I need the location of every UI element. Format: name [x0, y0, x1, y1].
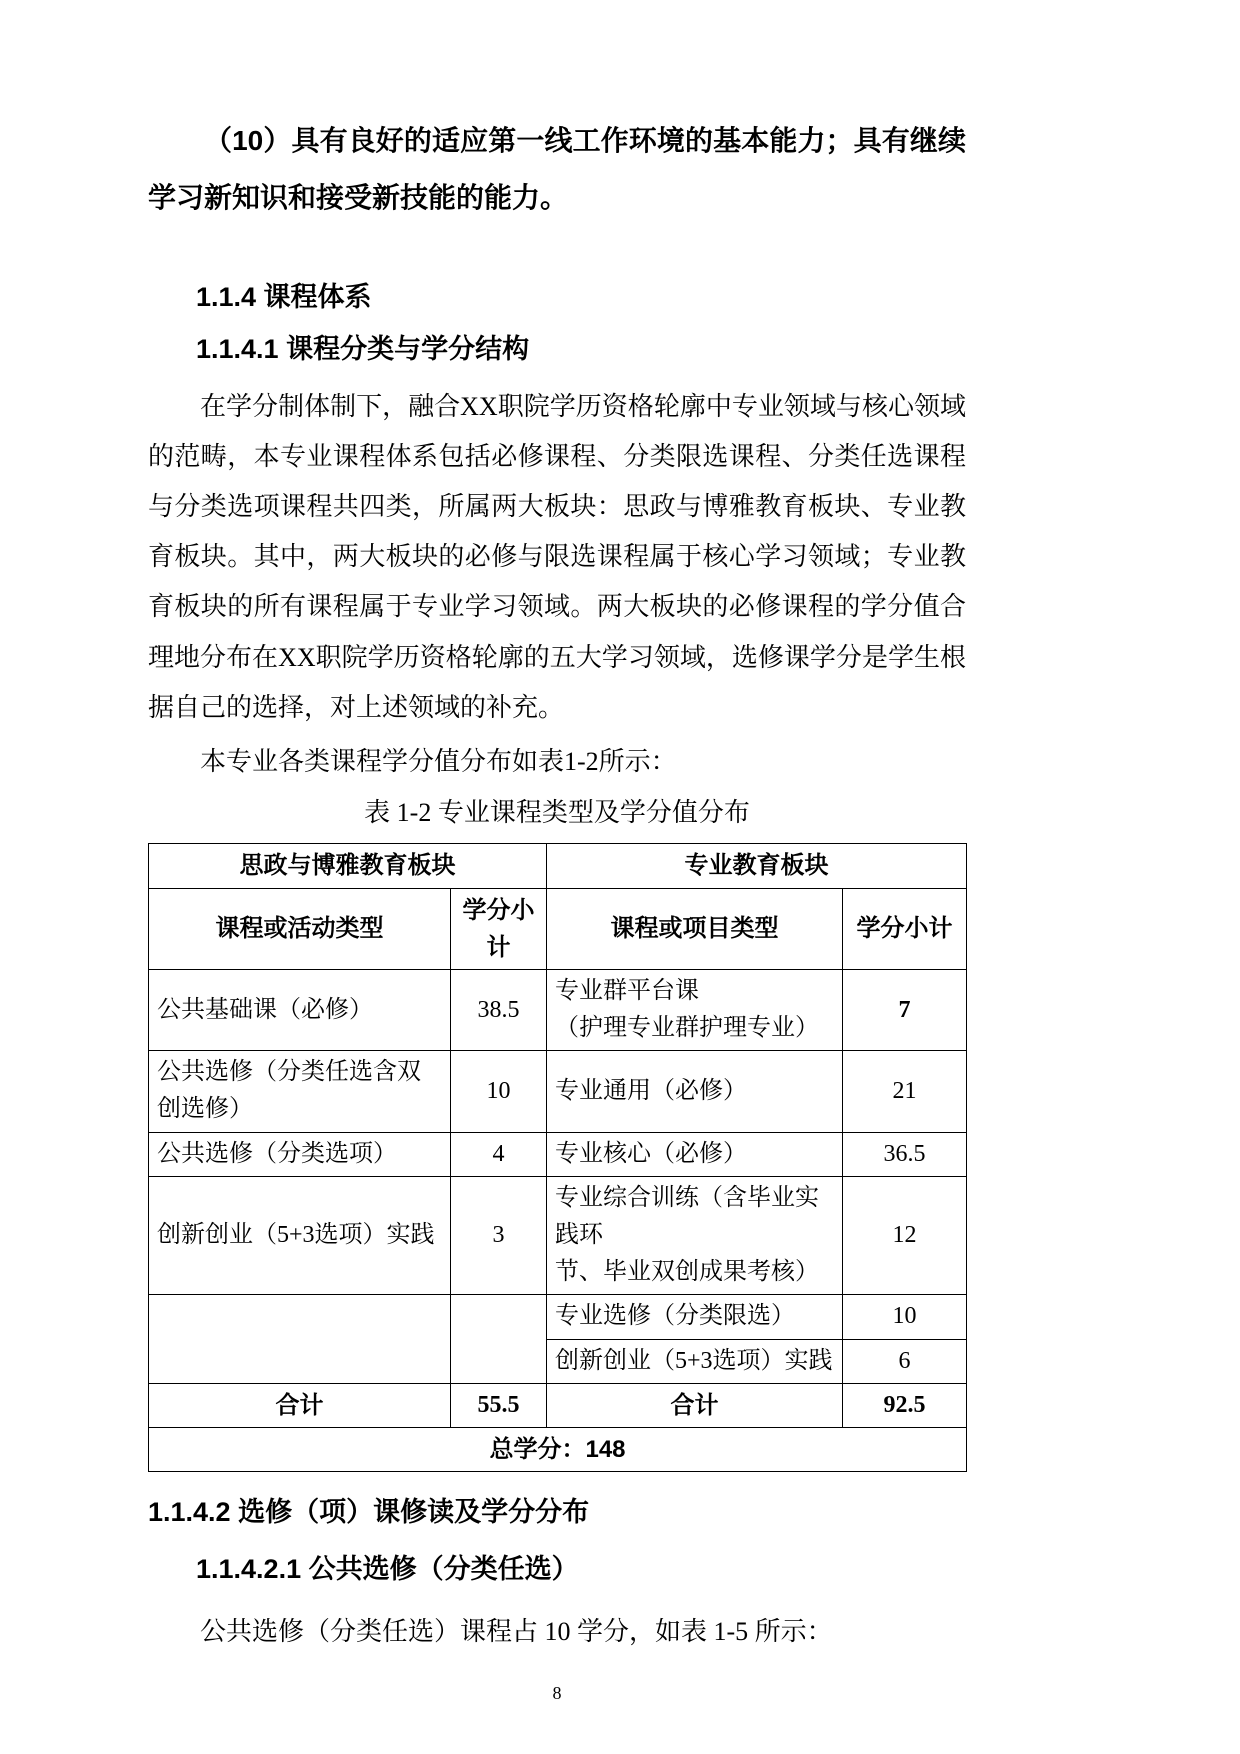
heading-1-1-4: 1.1.4 课程体系 — [196, 281, 372, 312]
table-cell-label: 公共选修（分类选项） — [149, 1132, 451, 1176]
table-cell-value: 4 — [451, 1132, 547, 1176]
credits-table — [148, 843, 967, 1472]
col-header-left-type: 课程或活动类型 — [149, 888, 451, 969]
table-cell-label: 创新创业（5+3选项）实践 — [149, 1176, 451, 1295]
table-cell-value: 10 — [843, 1295, 967, 1339]
paragraph-course-system: 在学分制体制下，融合XX职院学历资格轮廓中专业领域与核心领域的范畴，本专业课程体系包括必修课程、分类限选课程、分类任选课程与分类选项课程共四类，所属两大板块：思政与博雅教育板块、专业教育板块。其中，两大板块的必修与限选课程属于核心学习领域；专业教育板块的所有课程属于专业学习领域。两大板块的必修课程的学分值合理地分布在XX职院学历资格轮廓的五大学习领域，选修课学分是学生根据自己的选择，对上述领域的补充。 — [148, 391, 966, 722]
heading-1-1-4-2: 1.1.4.2 选修（项）课修读及学分分布 — [148, 1497, 590, 1528]
label-line: 专业群平台课 — [555, 977, 699, 1004]
page-number: 8 — [552, 1682, 562, 1703]
label-line: 节、毕业双创成果考核） — [555, 1259, 819, 1286]
table-cell-label — [547, 969, 843, 1050]
group-header-left: 思政与博雅教育板块 — [149, 844, 547, 888]
paragraph-elective-intro: 公共选修（分类任选）课程占 10 学分，如表 1-5 所示： — [200, 1617, 833, 1647]
table-cell-label: 专业通用（必修） — [547, 1051, 843, 1132]
paragraph-ability-10: （10）具有良好的适应第一线工作环境的基本能力；具有继续学习新知识和接受新技能的能力。 — [148, 125, 966, 214]
col-header-right-type: 课程或项目类型 — [547, 888, 843, 969]
label-line: （护理专业群护理专业） — [555, 1015, 819, 1042]
table-cell-value: 12 — [843, 1176, 967, 1295]
table-cell-empty — [149, 1295, 451, 1383]
label-line: 专业综合训练（含毕业实践环 — [555, 1184, 819, 1249]
table-cell-value: 3 — [451, 1176, 547, 1295]
col-header-right-credits: 学分小计 — [843, 888, 967, 969]
table-cell-label — [547, 1176, 843, 1295]
table-cell-empty — [451, 1295, 547, 1383]
group-header-right: 专业教育板块 — [547, 844, 967, 888]
heading-1-1-4-1: 1.1.4.1 课程分类与学分结构 — [196, 334, 530, 365]
total-value-right: 92.5 — [843, 1383, 967, 1427]
table-cell-value: 38.5 — [451, 969, 547, 1050]
table-cell-label: 专业选修（分类限选） — [547, 1295, 843, 1339]
total-label-right: 合计 — [547, 1383, 843, 1427]
paragraph-table-intro: 本专业各类课程学分值分布如表1-2所示： — [200, 746, 677, 776]
table-cell-value: 36.5 — [843, 1132, 967, 1176]
table-cell-label: 创新创业（5+3选项）实践 — [547, 1339, 843, 1383]
page-content — [148, 0, 966, 1704]
total-label-left: 合计 — [149, 1383, 451, 1427]
col-header-left-credits: 学分小计 — [451, 888, 547, 969]
table-cell-label: 专业核心（必修） — [547, 1132, 843, 1176]
grand-total: 总学分：148 — [149, 1427, 967, 1471]
table-cell-value: 6 — [843, 1339, 967, 1383]
heading-1-1-4-2-1: 1.1.4.2.1 公共选修（分类任选） — [196, 1553, 579, 1584]
table-cell-value: 7 — [843, 969, 967, 1050]
table-cell-value: 10 — [451, 1051, 547, 1132]
total-value-left: 55.5 — [451, 1383, 547, 1427]
table-cell-value: 21 — [843, 1051, 967, 1132]
table-caption: 表 1-2 专业课程类型及学分值分布 — [364, 798, 750, 828]
table-cell-label: 公共基础课（必修） — [149, 969, 451, 1050]
table-cell-label: 公共选修（分类任选含双创选修） — [149, 1051, 451, 1132]
